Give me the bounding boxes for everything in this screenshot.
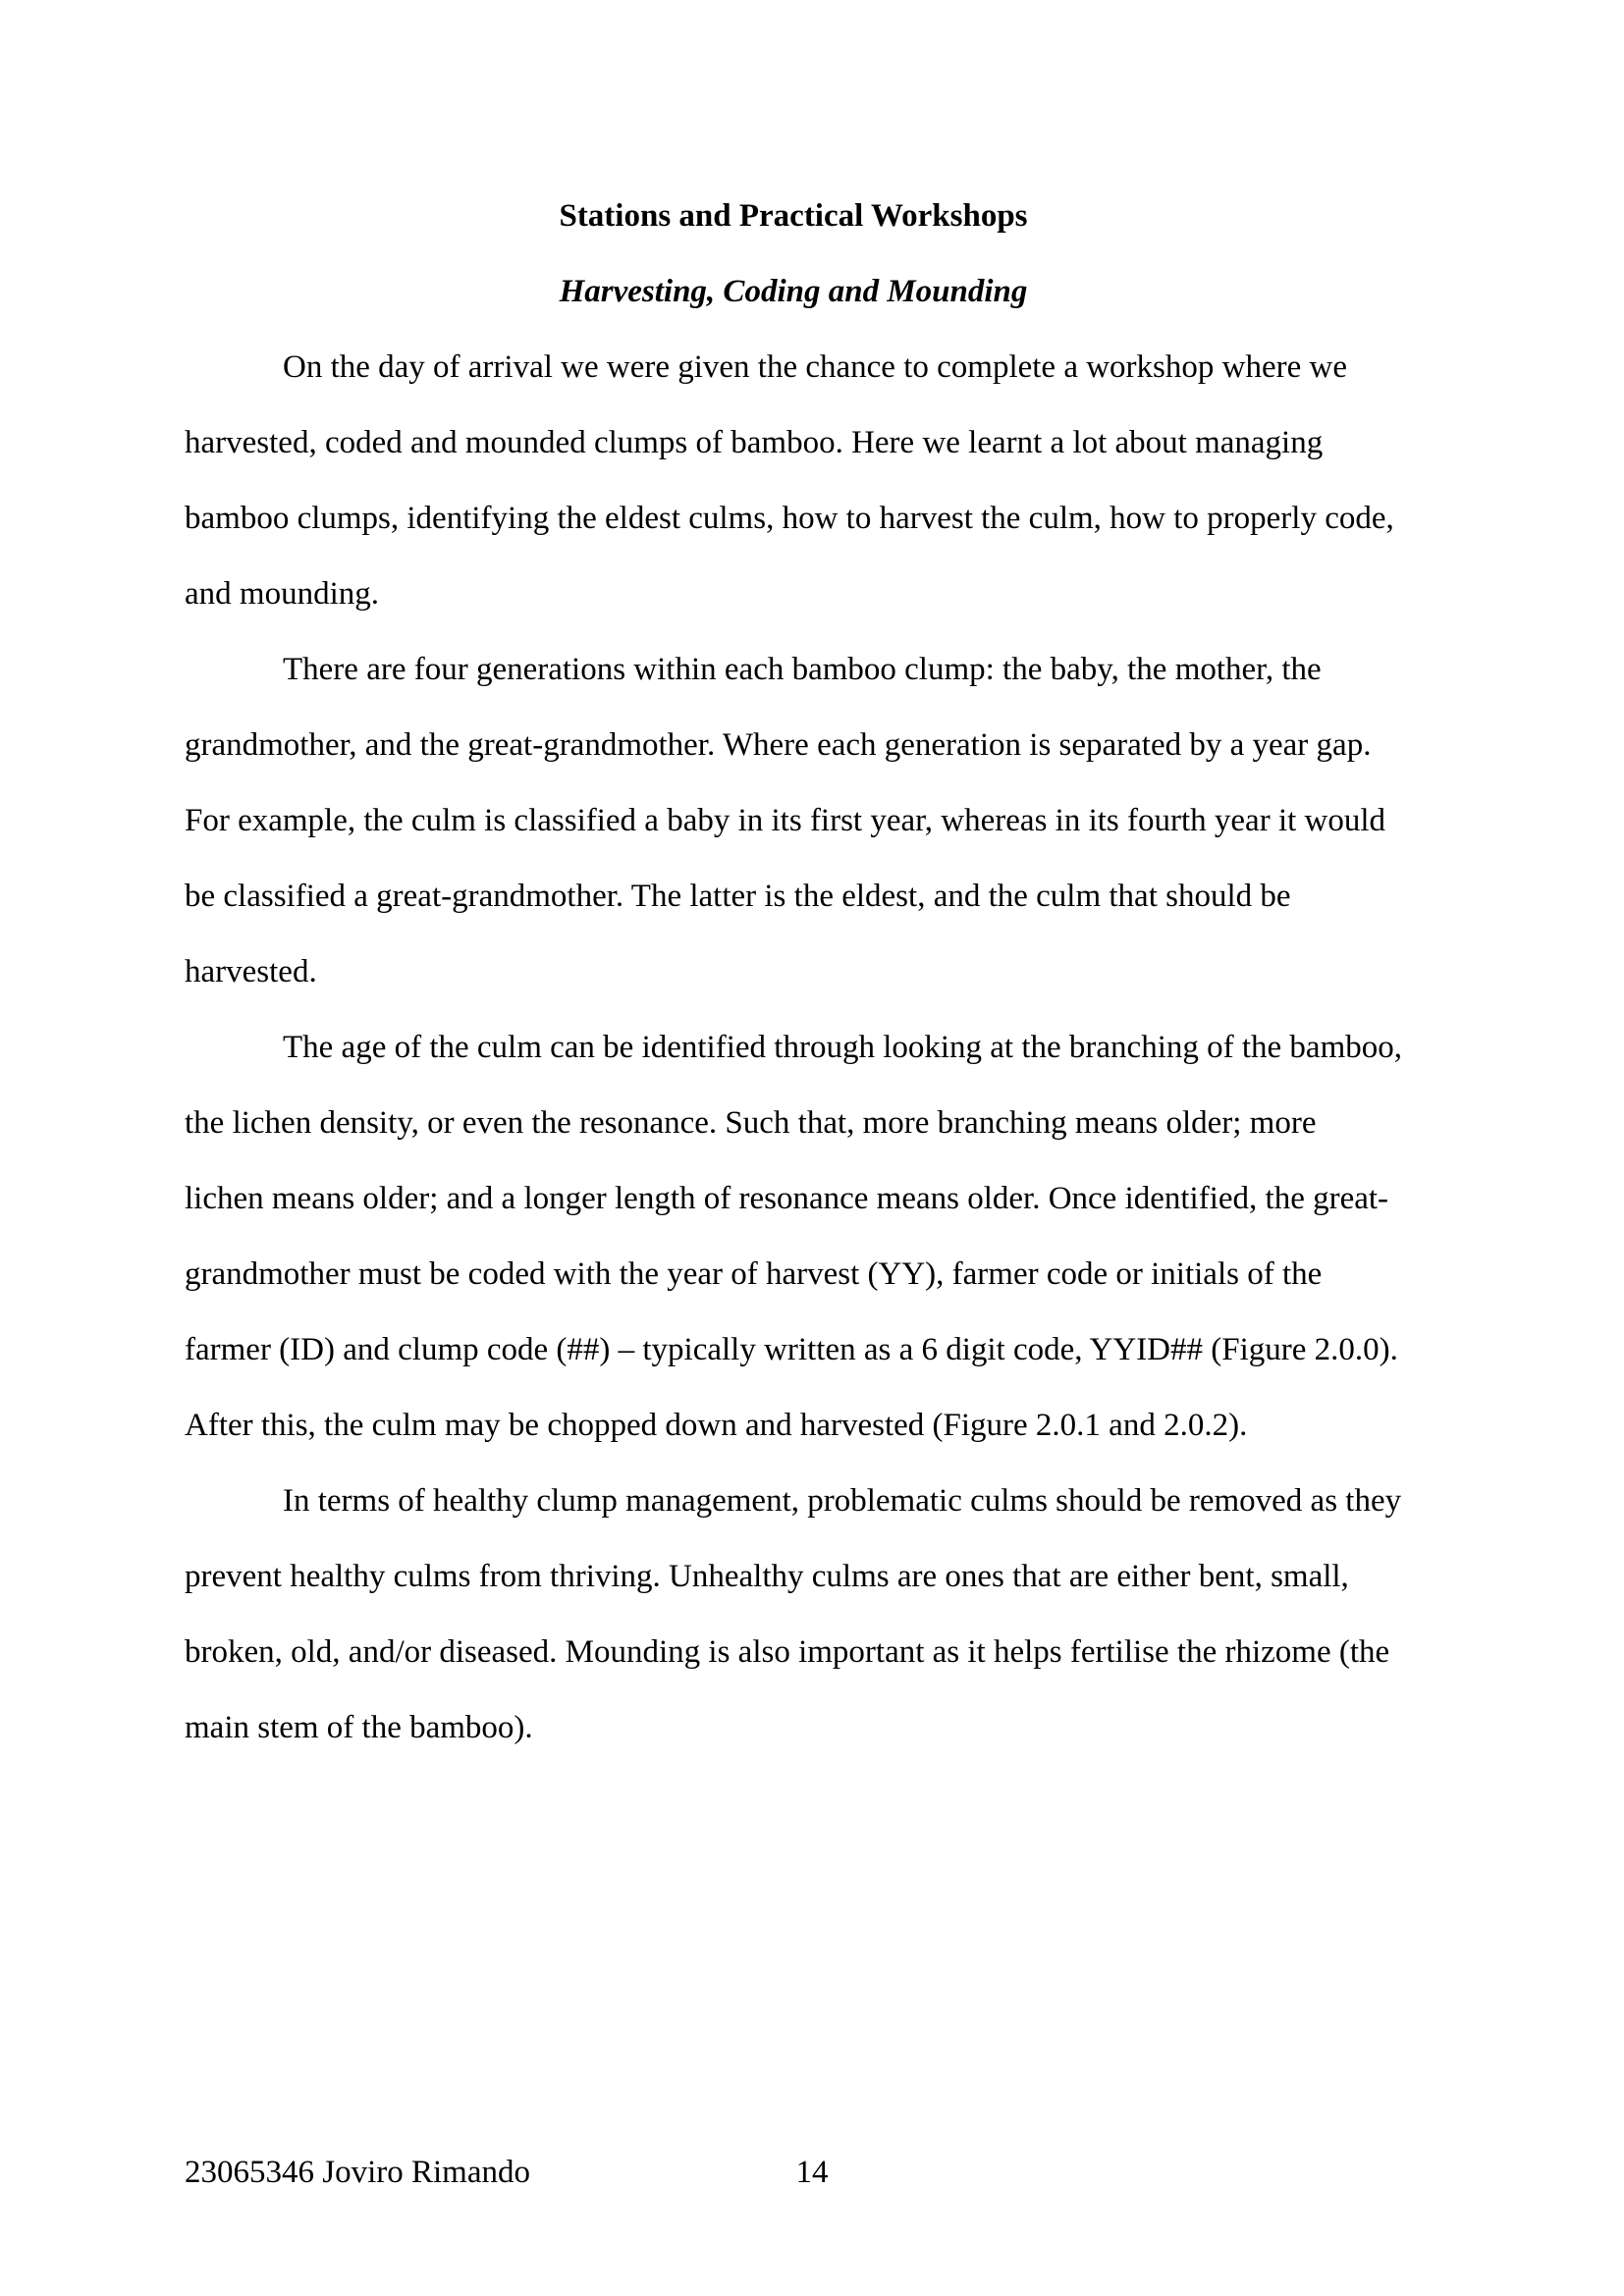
paragraph-arrival-workshop: On the day of arrival we were given the chance to complete a workshop where we harvested, coded and mounded clumps of bamboo. Here we learnt a lot about managing bamboo clumps, identifying the eldest culms, how to harvest the culm, how to properly code, and mounding. xyxy=(185,349,1394,612)
paragraph-four-generations: There are four generations within each bamboo clump: the baby, the mother, the grandmother, and the great-grandmother. Where each generation is separated by a year gap. For example, the culm is classified a baby in its first year, whereas in its fourth year it would be classified a great-grandmother. The latter is the eldest, and the culm that should be harvested. xyxy=(185,652,1386,989)
document-subtitle: Harvesting, Coding and Mounding xyxy=(559,274,1028,309)
paragraph-clump-management: In terms of healthy clump management, problematic culms should be removed as they prevent healthy culms from thriving. Unhealthy culms are ones that are either bent, small, broken, old, and/or diseased. Mounding is also important as it helps fertilise the rhizome (the main stem of the bamboo). xyxy=(185,1483,1402,1745)
footer-author-line: 23065346 Joviro Rimando xyxy=(185,2155,530,2190)
footer-page-number: 14 xyxy=(795,2155,829,2190)
document-body xyxy=(185,179,1402,1766)
document-title: Stations and Practical Workshops xyxy=(559,198,1028,234)
paragraph-culm-age-coding: The age of the culm can be identified through looking at the branching of the bamboo, the lichen density, or even the resonance. Such that, more branching means older; more lichen means older; and a longer length of resonance means older. Once identified, the great-grandmother must be coded with the year of harvest (YY), farmer code or initials of the farmer (ID) and clump code (##) – typically written as a 6 digit code, YYID## (Figure 2.0.0). After this, the culm may be chopped down and harvested (Figure 2.0.1 and 2.0.2). xyxy=(185,1030,1402,1443)
